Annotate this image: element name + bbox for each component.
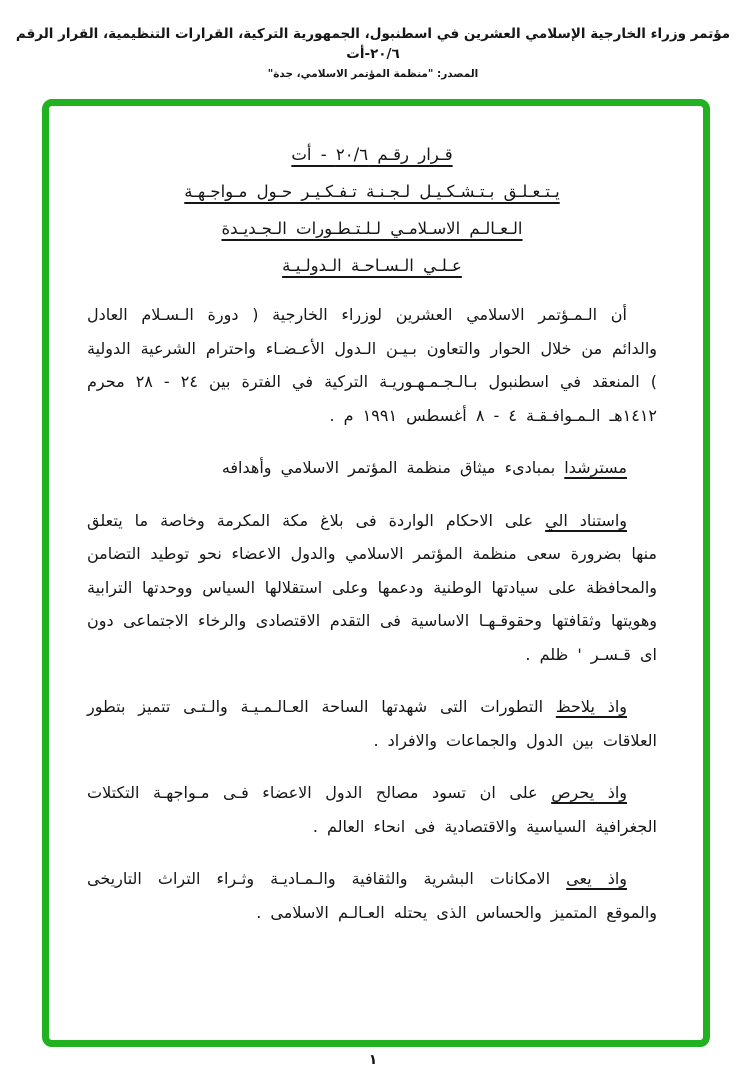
resolution-title-line: الـعـالـم الاسـلامـي لـلـتـطـورات الـجـديـدة	[221, 219, 523, 238]
paragraph-lead-word: واذ يلاحظ	[555, 697, 627, 716]
document-green-frame	[42, 99, 710, 1047]
resolution-title-line: قـرار رقـم ٢٠/٦ - أت	[291, 145, 453, 164]
resolution-paragraph	[87, 690, 657, 757]
resolution-title-line: عـلـي الـسـاحـة الـدولـيـة	[282, 256, 462, 275]
paragraph-text: أن الـمـؤتمر الاسلامي العشرين لوزراء الخارجية ( دورة الـسـلام العادل والدائم من خلال الحوار والتعاون بـيـن الـدول الأعـضـاء واحترام الشرعية الدولية ) المنعقد في اسطنبول بـالـجـمـهـوريـة التركية في الفترة بين ٢٤ - ٢٨ محرم ١٤١٢هـ الـمـوافـقـة ٤ - ٨ أغسطس ١٩٩١ م .	[87, 305, 657, 425]
paragraph-text: الامكانات البشرية والثقافية والـمـاديـة وثـراء التراث التاريخى والموقع المتميز والحساس الذى يحتله العـالـم الاسلامى .	[87, 869, 657, 922]
caption-source: المصدر: "منظمة المؤتمر الاسلامي، جدة"	[267, 68, 479, 80]
resolution-paragraph	[87, 451, 657, 485]
resolution-title-line: يـتـعـلـق بـتـشـكـيـل لـجـنـة تـفـكـيـر حـول مـواجـهـة	[184, 182, 560, 201]
paragraph-text: بمبادىء ميثاق منظمة المؤتمر الاسلامي وأهدافه	[221, 458, 565, 477]
paragraph-lead-word: واستناد الي	[545, 510, 627, 530]
resolution-paragraph	[87, 776, 657, 843]
page-number: ١	[368, 1052, 378, 1068]
paragraph-text: على الاحكام الواردة فى بلاغ مكة المكرمة وخاصة ما يتعلق منها بضرورة سعى منظمة المؤتمر الاسلامي والدول الاعضاء نحو توطيد التضامن والمحافظة على سيادتها الوطنية ودعمها وعلى استقلالها السياس ووحدتها الترابية وهويتها وثقافتها وحقوقـهـا الاساسية فى التقدم الاقتصادى والرخاء الاجتماعى دون اى قـسـر ' ظلم .	[87, 510, 657, 664]
resolution-title-block	[87, 136, 657, 284]
resolution-paragraph	[87, 862, 657, 929]
resolution-body	[87, 298, 657, 929]
resolution-paragraph	[87, 298, 657, 432]
paragraph-text: على ان تسود مصالح الدول الاعضاء فـى مـواجهـة التكتلات الجغرافية السياسية والاقتصادية فى انحاء العالم .	[87, 783, 657, 836]
caption-title: مؤتمر وزراء الخارجية الإسلامي العشرين في اسطنبول، الجمهورية التركية، القرارات التنظيمية، القرار الرقم ٢٠/٦-أت	[15, 26, 731, 62]
paragraph-text: التطورات التى شهدتها الساحة العـالـمـيـة والـتـى تتميز بتطور العلاقات بين الدول والجماعات والافراد .	[87, 697, 657, 750]
paragraph-lead-word: واذ يعى	[566, 869, 628, 888]
document-caption	[6, 24, 740, 80]
paragraph-lead-word: واذ يحرص	[551, 783, 628, 802]
resolution-paragraph	[87, 504, 657, 672]
paragraph-lead-word: مسترشدا	[564, 458, 627, 477]
